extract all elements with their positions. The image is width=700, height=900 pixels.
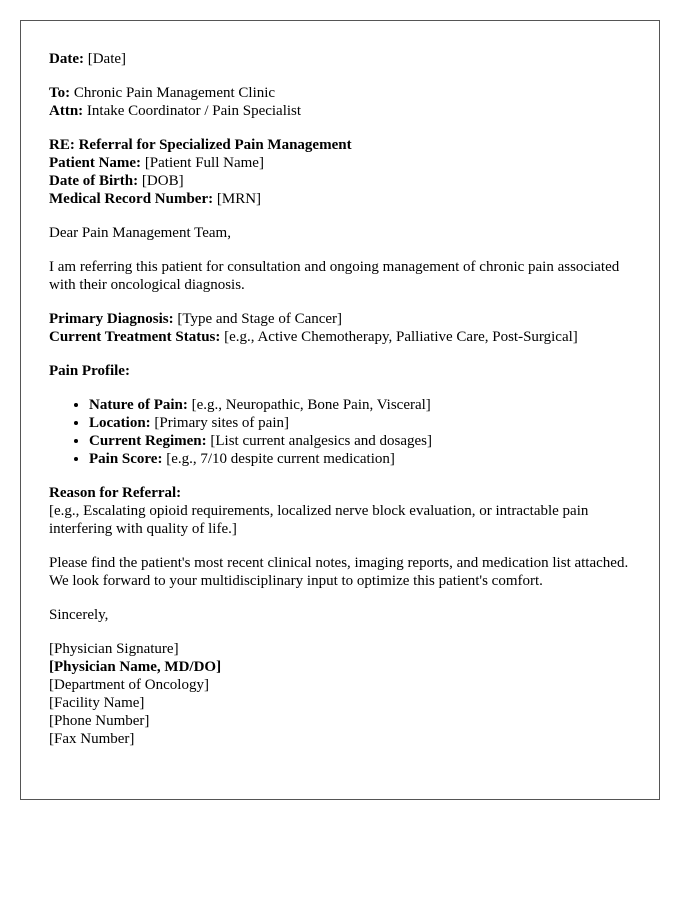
signature-line: [Physician Signature] bbox=[49, 641, 179, 657]
pain-item-value: [List current analgesics and dosages] bbox=[210, 433, 432, 449]
dob-label: Date of Birth: bbox=[49, 173, 139, 189]
date-line bbox=[49, 50, 631, 68]
to-value: Chronic Pain Management Clinic bbox=[73, 85, 276, 101]
reason-heading-text: Reason for Referral: bbox=[49, 485, 182, 501]
physician-name-text: [Physician Name, MD/DO] bbox=[49, 659, 222, 675]
department: [Department of Oncology] bbox=[49, 677, 209, 693]
patient-name-value: [Patient Full Name] bbox=[144, 155, 264, 171]
attn-value: Intake Coordinator / Pain Specialist bbox=[86, 103, 302, 119]
primary-diagnosis-label: Primary Diagnosis: bbox=[49, 311, 174, 327]
dob-line bbox=[49, 172, 631, 190]
treatment-status-line bbox=[49, 328, 631, 346]
pain-profile-list bbox=[49, 396, 631, 468]
re-block bbox=[49, 136, 631, 208]
pain-item-label: Pain Score: bbox=[89, 451, 163, 467]
phone-number: [Phone Number] bbox=[49, 713, 150, 729]
primary-diagnosis-line bbox=[49, 310, 631, 328]
mrn-value: [MRN] bbox=[216, 191, 262, 207]
reason-block bbox=[49, 484, 631, 538]
pain-profile-heading-text: Pain Profile: bbox=[49, 363, 130, 379]
mrn-label: Medical Record Number: bbox=[49, 191, 214, 207]
diagnosis-block bbox=[49, 310, 631, 346]
dob-value: [DOB] bbox=[141, 173, 184, 189]
attn-line bbox=[49, 102, 631, 120]
patient-name-label: Patient Name: bbox=[49, 155, 142, 171]
list-item bbox=[89, 450, 631, 468]
patient-name-line bbox=[49, 154, 631, 172]
treatment-status-value: [e.g., Active Chemotherapy, Palliative Care, Post-Surgical] bbox=[224, 329, 578, 345]
reason-text: [e.g., Escalating opioid requirements, localized nerve block evaluation, or intractable pain interfering with quality of life.] bbox=[49, 503, 589, 537]
pain-item-label: Current Regimen: bbox=[89, 433, 207, 449]
treatment-status-label: Current Treatment Status: bbox=[49, 329, 221, 345]
pain-item-label: Nature of Pain: bbox=[89, 397, 188, 413]
pain-item-value: [e.g., Neuropathic, Bone Pain, Visceral] bbox=[191, 397, 431, 413]
pain-item-value: [Primary sites of pain] bbox=[154, 415, 289, 431]
mrn-line bbox=[49, 190, 631, 208]
pain-item-value: [e.g., 7/10 despite current medication] bbox=[166, 451, 395, 467]
to-line bbox=[49, 84, 631, 102]
to-label: To: bbox=[49, 85, 71, 101]
salutation: Dear Pain Management Team, bbox=[49, 225, 231, 241]
signoff: Sincerely, bbox=[49, 607, 109, 623]
recipient-block bbox=[49, 84, 631, 120]
primary-diagnosis-value: [Type and Stage of Cancer] bbox=[177, 311, 343, 327]
date-value: [Date] bbox=[87, 51, 127, 67]
re-subject-text: RE: Referral for Specialized Pain Management bbox=[49, 137, 352, 153]
pain-profile-heading bbox=[49, 362, 631, 380]
referral-letter bbox=[20, 20, 660, 800]
date-block bbox=[49, 50, 631, 68]
intro-paragraph: I am referring this patient for consultation and ongoing management of chronic pain associated with their oncological diagnosis. bbox=[49, 259, 620, 293]
list-item bbox=[89, 432, 631, 450]
re-subject bbox=[49, 136, 631, 154]
physician-name bbox=[49, 658, 631, 676]
fax-number: [Fax Number] bbox=[49, 731, 135, 747]
facility-name: [Facility Name] bbox=[49, 695, 145, 711]
closing-paragraph: Please find the patient's most recent clinical notes, imaging reports, and medication list attached. We look forward to your multidisciplinary input to optimize this patient's comfort. bbox=[49, 555, 629, 589]
attn-label: Attn: bbox=[49, 103, 84, 119]
pain-item-label: Location: bbox=[89, 415, 151, 431]
reason-heading bbox=[49, 484, 631, 502]
list-item bbox=[89, 396, 631, 414]
date-label: Date: bbox=[49, 51, 84, 67]
signature-block bbox=[49, 640, 631, 748]
list-item bbox=[89, 414, 631, 432]
